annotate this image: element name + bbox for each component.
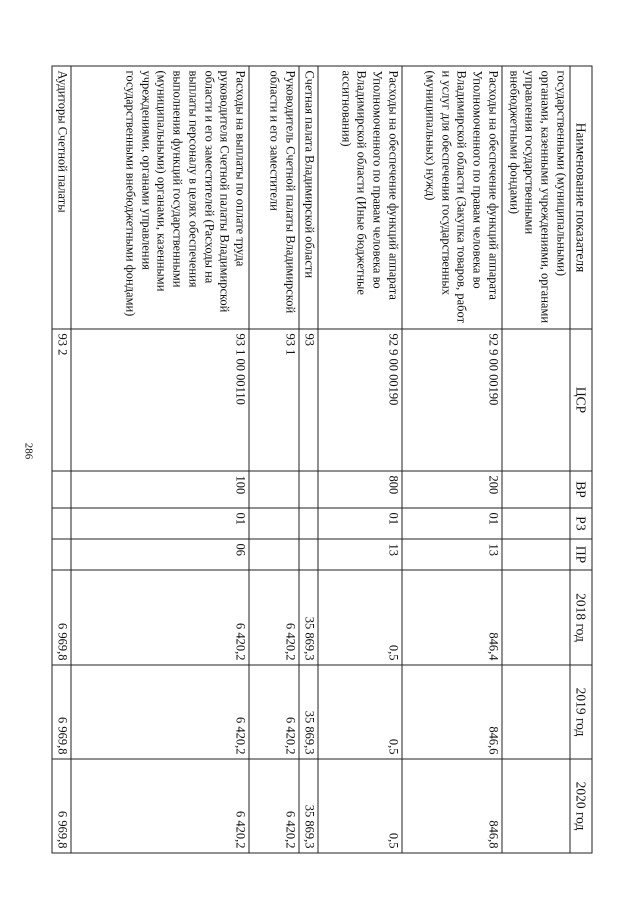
table-row — [318, 66, 402, 853]
cell-2020: 35 869,3 — [299, 759, 318, 853]
cell-pr — [502, 539, 570, 570]
cell-pr: 13 — [402, 539, 502, 570]
cell-rz: 01 — [402, 508, 502, 539]
cell-vr — [249, 471, 299, 508]
cell-2020: 6 420,2 — [71, 759, 249, 853]
page-number: 286 — [22, 442, 35, 460]
cell-2019: 846,6 — [402, 665, 502, 759]
cell-2020 — [502, 759, 570, 853]
cell-rz: 01 — [71, 508, 249, 539]
cell-2018: 35 869,3 — [299, 570, 318, 665]
cell-rz — [299, 508, 318, 539]
cell-2019: 6 420,2 — [249, 665, 299, 759]
cell-rz: 01 — [318, 508, 402, 539]
header-pr: ПР — [570, 539, 592, 570]
cell-csr: 93 — [299, 329, 318, 471]
table-header-row — [570, 66, 592, 853]
cell-2018: 6 969,8 — [53, 570, 72, 665]
cell-2019: 6 969,8 — [53, 665, 72, 759]
cell-pr: 06 — [71, 539, 249, 570]
budget-table — [52, 66, 593, 854]
table-row — [71, 66, 249, 853]
cell-rz — [502, 508, 570, 539]
cell-2019: 6 420,2 — [71, 665, 249, 759]
cell-name: Расходы на обеспечение функций аппарата Уполномоченного по правам человека во Владимирской области (Иные бюджетные ассигнования) — [318, 66, 402, 329]
cell-csr: 92 9 00 00190 — [318, 329, 402, 471]
cell-2018: 6 420,2 — [249, 570, 299, 665]
cell-vr: 200 — [402, 471, 502, 508]
cell-2019 — [502, 665, 570, 759]
cell-csr: 92 9 00 00190 — [402, 329, 502, 471]
cell-name: государственными (муниципальными) органами, казенными учреждениями, органами управления государственными внебюджетными фондами) — [502, 66, 570, 329]
cell-csr: 93 2 — [53, 329, 72, 471]
cell-vr — [53, 471, 72, 508]
cell-rz — [53, 508, 72, 539]
cell-csr — [502, 329, 570, 471]
table-row — [502, 66, 570, 853]
rotated-table-container — [55, 66, 593, 853]
cell-vr — [502, 471, 570, 508]
cell-name: Руководитель Счетной палаты Владимирской области и его заместители — [249, 66, 299, 329]
header-2020: 2020 год — [570, 759, 592, 853]
table-row — [53, 66, 72, 853]
cell-vr: 800 — [318, 471, 402, 508]
header-csr: ЦСР — [570, 329, 592, 471]
header-rz: РЗ — [570, 508, 592, 539]
cell-2020: 6 420,2 — [249, 759, 299, 853]
cell-pr — [299, 539, 318, 570]
cell-vr: 100 — [71, 471, 249, 508]
cell-name: Расходы на выплаты по оплате труда руководителя Счетной палаты Владимирской области и его заместителей (Расходы на выплаты персоналу в целях обеспечения выполнения функций государственными (муниципальными) органами, казенными учреждениями, органами управления государственными внебюджетными фондами) — [71, 66, 249, 329]
cell-2018: 6 420,2 — [71, 570, 249, 665]
header-2018: 2018 год — [570, 570, 592, 665]
cell-2019: 0,5 — [318, 665, 402, 759]
header-vr: ВР — [570, 471, 592, 508]
table-row — [249, 66, 299, 853]
cell-csr: 93 1 — [249, 329, 299, 471]
table-row — [402, 66, 502, 853]
cell-2018: 0,5 — [318, 570, 402, 665]
cell-2020: 0,5 — [318, 759, 402, 853]
cell-2019: 35 869,3 — [299, 665, 318, 759]
cell-name: Аудиторы Счетной палаты — [53, 66, 72, 329]
cell-2018: 846,4 — [402, 570, 502, 665]
cell-csr: 93 1 00 00110 — [71, 329, 249, 471]
cell-2020: 846,8 — [402, 759, 502, 853]
cell-pr: 13 — [318, 539, 402, 570]
cell-vr — [299, 471, 318, 508]
cell-pr — [249, 539, 299, 570]
header-2019: 2019 год — [570, 665, 592, 759]
cell-pr — [53, 539, 72, 570]
cell-name: Счетная палата Владимирской области — [299, 66, 318, 329]
table-row — [299, 66, 318, 853]
cell-2018 — [502, 570, 570, 665]
header-name: Наименование показателя — [570, 66, 592, 329]
cell-name: Расходы на обеспечение функций аппарата Уполномоченного по правам человека во Владимирской области (Закупка товаров, работ и услуг для обеспечения государственных (муниципальных) нужд) — [402, 66, 502, 329]
cell-2020: 6 969,8 — [53, 759, 72, 853]
cell-rz — [249, 508, 299, 539]
